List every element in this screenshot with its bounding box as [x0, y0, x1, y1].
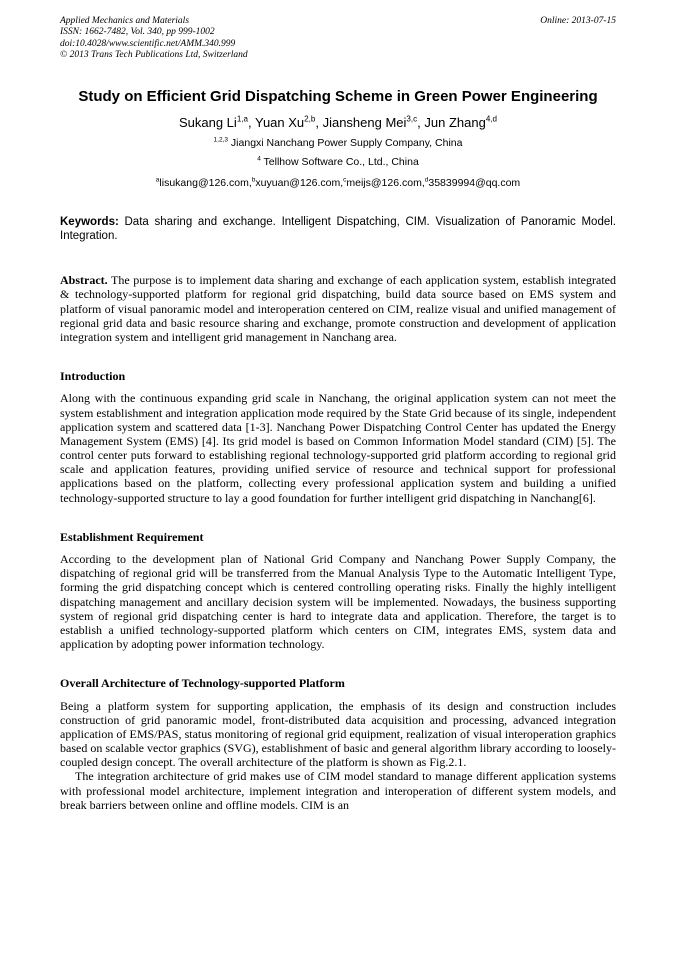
author-4: Jun Zhang$^{4,d}$: [424, 114, 498, 130]
section-establishment-requirement: [60, 530, 616, 651]
section-overall-architecture: [60, 676, 616, 812]
keywords-text: Data sharing and exchange. Intelligent Dispatching, CIM. Visualization of Panoramic Model. Integration.: [60, 215, 616, 242]
section-overall-architecture-heading: Overall Architecture of Technology-supported Platform: [60, 676, 345, 691]
emails-line: [60, 177, 616, 189]
author-separator: ,: [315, 114, 323, 130]
section-introduction-paragraph-1: Along with the continuous expanding grid scale in Nanchang, the original application system can not meet the system establishment and integration application mode required by the State Grid because of its single, independent application system and scattered data [1-3]. Nanchang Power Dispatching Control Center has updated the Energy Management System (EMS) [4]. Its grid model is based on Common Information Model standard (CIM) [5]. The control center puts forward to establishing regional technology-supported grid platform according to regional grid scale and application features, providing unified service of resource and technical support for professional applications based on the platform, collecting every professional application system and building a unified technology-supported structure to lay a good foundation for further intelligent grid dispatching in Nanchang[6].: [60, 391, 616, 505]
section-overall-architecture-paragraph-2: The integration architecture of grid makes use of CIM model standard to manage different application systems with professional model architecture, implement integration and interoperation of different system models, and break barriers between online and offline models. CIM is an: [60, 769, 616, 812]
author-3: Jiansheng Mei$^{3,c}$,: [322, 114, 425, 130]
keywords-label: Keywords:: [60, 215, 119, 228]
paper-title: Study on Efficient Grid Dispatching Scheme in Green Power Engineering: [78, 87, 598, 105]
abstract-label: Abstract.: [60, 273, 108, 288]
online-date: Online: 2013-07-15: [540, 16, 616, 26]
affiliation-2: $^4$ Tellhow Software Co., Ltd., China: [257, 155, 419, 168]
keywords-paragraph: [60, 215, 616, 244]
journal-name: Applied Mechanics and Materials: [60, 16, 190, 26]
email-1-sup: a: [155, 176, 160, 184]
journal-header: [60, 16, 616, 62]
section-introduction: [60, 369, 616, 505]
section-establishment-requirement-paragraph-1: According to the development plan of National Grid Company and Nanchang Power Supply Company, the dispatching of regional grid will be transferred from the Manual Analysis Type to the Automatic Intelligent Type, forming the grid dispatching concept which is centered controlling operating risks. Finally the highly intelligent dispatching management and ancillary decision system will be implemented. Nowadays, the business supporting system of regional grid dispatching center is hard to integrate data and application. Therefore, the target is to establish a unified technology-supported platform which centers on CIM, integrates EMS, system data and application by adopting power information technology.: [60, 552, 616, 652]
abstract-paragraph: [60, 273, 616, 344]
affiliation-1: $^{1,2,3}$ Jiangxi Nanchang Power Supply Company, China: [213, 136, 463, 149]
email-1: $^a$lisukang@126.com,: [155, 176, 252, 189]
author-2-sup: 2,b: [304, 114, 316, 124]
email-2: $^b$xuyuan@126.com,: [251, 176, 344, 189]
section-establishment-requirement-heading: Establishment Requirement: [60, 529, 204, 544]
email-4-sup: d: [424, 176, 429, 184]
doi-line: doi:10.4028/www.scientific.net/AMM.340.999: [60, 38, 236, 49]
author-separator: ,: [417, 114, 425, 130]
email-2-sup: b: [251, 176, 256, 184]
author-1: Sukang Li$^{1,a}$,: [178, 114, 255, 130]
authors-line: [60, 115, 616, 130]
email-4: $^d$35839994@qq.com: [424, 176, 521, 189]
journal-info-block: [60, 16, 248, 62]
section-overall-architecture-paragraph-1: Being a platform system for supporting application, the emphasis of its design and construction includes construction of grid panoramic model, front-distributed data acquisition and processing, advanced integration application of EMS/PAS, status monitoring of regional grid equipment, realization of visual interoperation graphics based on scalable vector graphics (SVG), establishment of basic and general algorithm library according to loosely-coupled design concept. The overall architecture of the platform is shown as Fig.2.1.: [60, 698, 616, 770]
copyright-line: © 2013 Trans Tech Publications Ltd, Switzerland: [60, 50, 248, 61]
affiliation-1-sup: 1,2,3: [213, 136, 229, 144]
section-introduction-heading: Introduction: [60, 369, 126, 384]
email-3-sup: c: [343, 176, 347, 184]
author-3-sup: 3,c: [406, 114, 418, 124]
author-4-sup: 4,d: [485, 114, 498, 124]
abstract-text: The purpose is to implement data sharing and exchange of each application system, establish integrated & technology-supported platform for regional grid dispatching, build data source based on EMS system and platform of visual panoramic model and interoperation centered on CIM, realize visual and unified management of regional grid data and basic resource sharing and exchange, promote construction and development of application integration system and intelligent grid management in Nanchang area.: [60, 273, 616, 344]
affiliation-2-sup: 4: [257, 155, 261, 163]
issn-line: ISSN: 1662-7482, Vol. 340, pp 999-1002: [60, 27, 215, 38]
email-3: $^c$meijs@126.com,: [343, 176, 425, 189]
author-separator: ,: [248, 114, 255, 130]
author-2: Yuan Xu$^{2,b}$,: [255, 114, 323, 130]
author-1-sup: 1,a: [236, 114, 248, 124]
